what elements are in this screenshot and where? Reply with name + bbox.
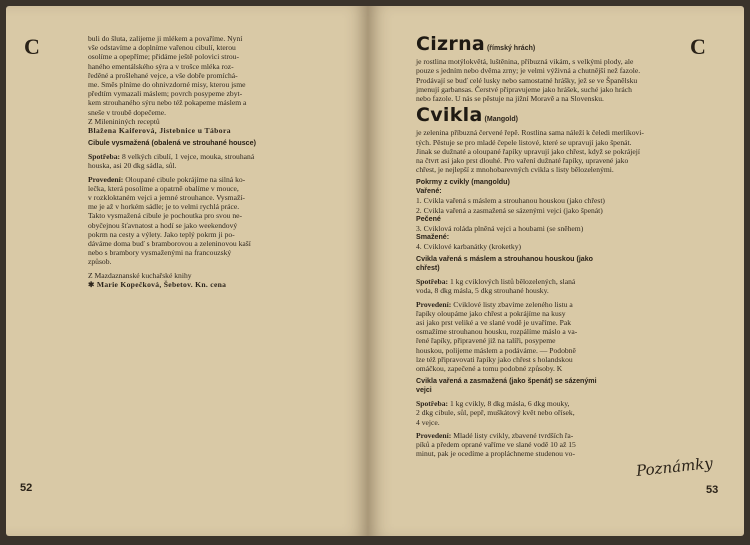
group-label: Vařené:: [416, 187, 442, 196]
text-line: minut, pak je ocedíme a propláchneme studenou vo-: [416, 449, 575, 459]
recipe-title: vejci: [416, 386, 432, 395]
text-line: chřest, je nejlepší z mnohobarevných cvikla s listy bělozelenými.: [416, 165, 614, 175]
text-line: 1 kg cviklových listů bělozelených, slaná: [449, 277, 576, 287]
page-number: 52: [20, 482, 33, 494]
text-line: na čtvrt asi jako prst dlouhé. Pro vaření dužnaté řapíky, upravené jako: [416, 156, 629, 166]
entry-heading-cvikla: [416, 104, 716, 127]
text-line: me. Směs plníme do ohnivzdorné misy, kterou jsme: [88, 80, 246, 90]
list-item: 4. Cviklové karbanátky (kroketky): [416, 242, 522, 252]
text-line: voda, 8 dkg másla, 5 dkg strouhané housky.: [416, 286, 549, 296]
recipe-1: [416, 255, 622, 373]
entry-title: Cizrna: [416, 33, 486, 55]
text-line: tých. Pěstuje se pro mladé čepele listové, které se upravují jako špenát.: [416, 137, 632, 147]
text-line: v rozkloktaném vejci a jemné strouhance. Vysmaží-: [88, 193, 245, 203]
text-line: lečka, která posolíme a opatrně obalíme v mouce,: [88, 183, 239, 193]
text-line: nebo s brambory vysmaženými na francouzský: [88, 248, 232, 258]
text-line: Mladé listy cvikly, zbavené tvrdších řa-: [453, 430, 574, 440]
method-label: Provedení:: [88, 174, 124, 184]
text-line: sneše v troubě dopečeme.: [88, 107, 167, 117]
source-line: Z Milenininých receptů: [88, 116, 160, 126]
text-line: osolíme a opepříme; přidáme ještě polovici strou-: [88, 52, 239, 62]
entry-subtitle: (Mangold): [484, 116, 518, 124]
text-line: haného ementálského sýra a v trošce mléka roz-: [88, 61, 234, 71]
section-heading: Pokrmy z cvikly (mangoldu): [416, 178, 510, 187]
source-line: Z Mazdaznanské kuchařské knihy: [88, 270, 192, 280]
text-line: jmenují garbansas. Čerstvé připravujeme jako hrášek, suché jako hrách: [416, 84, 632, 94]
right-page-text: [416, 33, 716, 459]
text-line: vše odstavíme a doplníme vařenou cibulí, kterou: [88, 43, 236, 53]
left-page-text: [88, 34, 350, 289]
section-letter: C: [24, 34, 40, 59]
text-line: způsob.: [88, 257, 112, 267]
text-line: řapíky oloupáme jako chřest a pokrájíme na kusy: [416, 308, 566, 318]
text-line: kem strouhaného sýru nebo též pokapeme máslem a: [88, 98, 247, 108]
list-item: 1. Cvikla vařená s máslem a strouhanou houskou (jako chřest): [416, 196, 605, 206]
list-item: 2. Cvikla vařená a zasmažená se sázenými vejci (jako špenát): [416, 205, 603, 215]
group-label: Smažené:: [416, 233, 450, 242]
recipe-title: Cvikla vařená s máslem a strouhanou houskou (jako: [416, 255, 594, 264]
notes-heading: Poznámky: [635, 454, 714, 480]
recipe-title: Cibule vysmažená (obalená ve strouhané housce): [88, 139, 256, 148]
text-line: obyčejnou šťavnatost a hodí se jako weekendový: [88, 220, 238, 230]
left-page: [6, 6, 368, 536]
text-line: řené řapíky, připravené již na talíři, posypeme: [416, 336, 556, 346]
entry-heading-cizrna: [416, 33, 716, 55]
method-label: Provedení:: [416, 430, 452, 440]
entry-subtitle: (římský hrách): [486, 45, 536, 52]
page-number: 53: [706, 484, 719, 496]
text-line: 1 kg cvikly, 8 dkg másla, 6 dkg mouky,: [449, 399, 570, 409]
text-line: osmažíme strouhanou housku, rozpálíme máslo a va-: [416, 327, 578, 337]
text-line: pokrm na cesty a výlety. Jako teplý pokrm ji po-: [88, 229, 235, 239]
recipe-title: chřest): [416, 264, 440, 273]
text-line: nebo fazole. U nás se pěstuje na jižní Moravě a na Slovensku.: [416, 94, 604, 104]
text-line: je zelenina příbuzná červené řepě. Rostlina sama náleží k čeledi merlíkovi-: [416, 128, 644, 138]
text-line: předtím vymazali máslem; povrch posypeme zbyt-: [88, 89, 243, 99]
ingredients-label: Spotřeba:: [416, 399, 449, 409]
text-line: houska, asi 20 dkg sádla, sůl.: [88, 161, 177, 171]
text-line: 2 dkg cibule, sůl, pepř, muškátový květ nebo ořísek,: [416, 408, 575, 418]
text-line: je rostlina motýlokvětá, luštěnina, příbuzná vikám, s velkými plody, ale: [416, 57, 634, 67]
section-letter: C: [690, 34, 706, 59]
author-line: ✱ Marie Kopečková, Šebetov. Kn. cena: [88, 279, 227, 289]
group-label: Pečené: [416, 214, 441, 223]
text-line: píků a předem oprané vaříme ve slané vodě 10 až 15: [416, 440, 576, 450]
text-line: lze též připravovati řapíky jako chřest s holandskou: [416, 354, 573, 364]
text-line: asi jako prst veliké a ve slané vodě je uvaříme. Pak: [416, 318, 571, 328]
text-line: pouze s jedním nebo dvěma zrny; je velmi výživná a chutnější než fazole.: [416, 66, 641, 76]
text-line: 4 vejce.: [416, 417, 440, 427]
right-page: [368, 6, 744, 536]
text-line: Prodávají se buď celé lusky nebo samostatné hrášky, jež se ve Španělsku: [416, 75, 638, 85]
author-line: Blažena Kaiferová, Jistebnice u Tábora: [88, 126, 231, 136]
method-label: Provedení:: [416, 299, 452, 309]
text-line: Jinak se dužnaté a oloupané řapíky upravují jako chřest, když se pokrájejí: [416, 146, 640, 156]
ingredients-label: Spotřeba:: [88, 152, 121, 162]
text-line: omáčkou, zapečené a tomu podobné způsoby. K: [416, 364, 563, 374]
method-paragraph: [88, 175, 350, 267]
text-line: ředěné a prošlehané vejce, a vše dobře promíchá-: [88, 70, 238, 80]
text-line: me je až v horkém sádle; je to velmi rychlá práce.: [88, 202, 240, 212]
text-line: buli do šluta, zalijeme ji mlékem a povaříme. Nyní: [88, 34, 243, 43]
text-line: Cviklové listy zbavíme zeleného listu a: [453, 299, 573, 309]
text-line: Oloupané cibule pokrájíme na silná ko-: [125, 174, 246, 184]
text-line: 8 velkých cibulí, 1 vejce, mouka, strouhaná: [121, 152, 255, 162]
list-item: 3. Cviklová roláda plněná vejci a houbami (se sněhem): [416, 223, 584, 233]
cvikla-paragraph: [416, 128, 716, 174]
entry-title: Cvikla: [416, 104, 483, 127]
ingredients-paragraph: [88, 152, 350, 170]
text-line: houskou, polijeme máslem a podáváme. — Podobně: [416, 345, 576, 355]
cizrna-paragraph: [416, 57, 716, 103]
text-line: dáváme doma buď s bramborovou a zeleninovou kaší: [88, 239, 251, 249]
intro-paragraph: [88, 34, 350, 117]
text-line: Takto vysmažená cibule je pochoutka pro svou ne-: [88, 211, 243, 221]
recipe-title: Cvikla vařená a zasmažená (jako špenát) se sázenými: [416, 377, 597, 386]
recipe-2: [416, 377, 622, 458]
ingredients-label: Spotřeba:: [416, 277, 449, 287]
